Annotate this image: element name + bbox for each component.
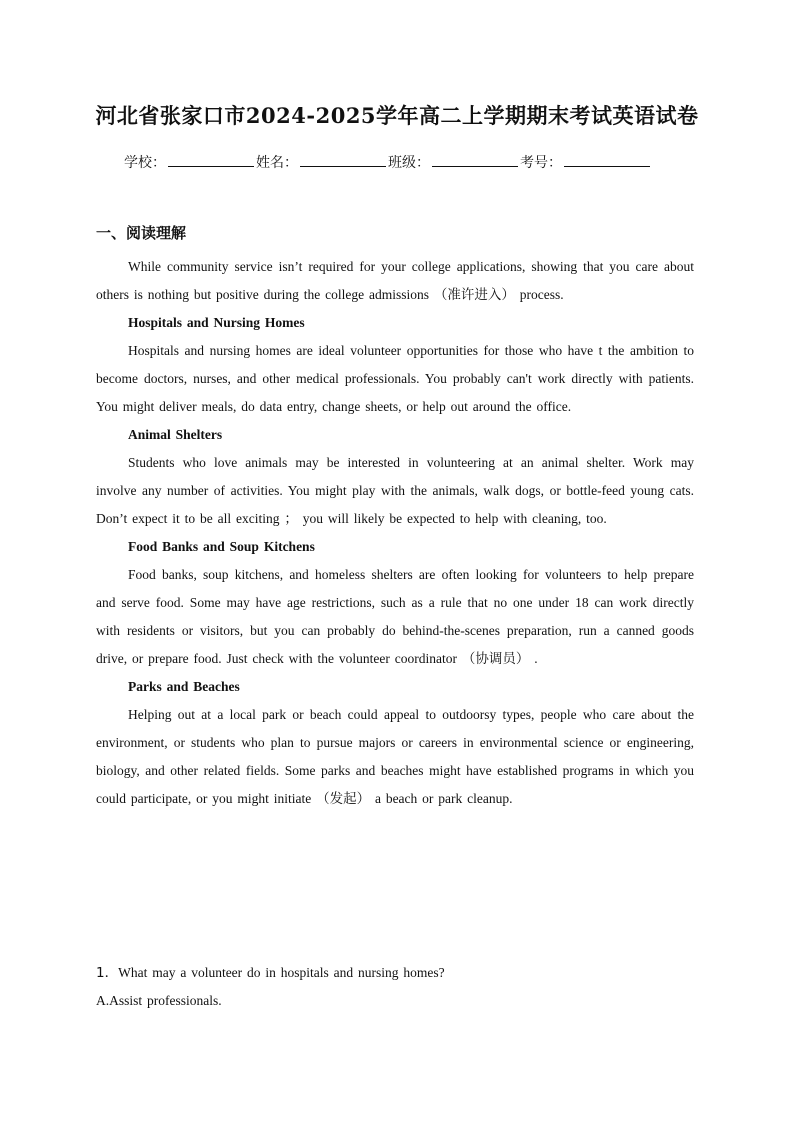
intro-paragraph <box>96 253 694 309</box>
page-title: 河北省张家口市2024-2025学年高二上学期期末考试英语试卷 <box>95 103 699 128</box>
school-blank[interactable] <box>168 152 254 167</box>
food-banks-text: Food banks, soup kitchens, and homeless shelters are often looking for volunteers to help prepare and serve food. Some may have age restrictions, such as a rule that no one under 18 can work directly with residents or visitors, but you can probably do behind-the-scenes preparation, run a canned goods drive, or prepare food. Just check with the volunteer coordinator <box>96 567 694 666</box>
exam-number-blank[interactable] <box>564 152 650 167</box>
parks-text: Helping out at a local park or beach could appeal to outdoorsy types, people who care about the environment, or students who plan to pursue majors or careers in environmental science or engineering, biology, and other related fields. Some parks and beaches might have established programs in which you could participate, or you might initiate <box>96 707 694 806</box>
school-field <box>124 152 256 172</box>
class-blank[interactable] <box>432 152 518 167</box>
intro-text: While community service isn’t required for your college applications, showing that you care about others is nothing but positive during the college admissions <box>96 259 694 302</box>
section-heading-hospitals: Hospitals and Nursing Homes <box>128 315 305 330</box>
section-heading-food-banks: Food Banks and Soup Kitchens <box>128 539 315 554</box>
section-title: 一、阅读理解 <box>96 224 187 242</box>
food-banks-gloss: （协调员） <box>461 651 530 667</box>
intro-text-end: process. <box>514 287 564 302</box>
name-label: 姓名： <box>256 155 298 171</box>
name-blank[interactable] <box>300 152 386 167</box>
section-heading-parks: Parks and Beaches <box>128 679 240 694</box>
section-text-parks <box>96 701 694 813</box>
question-text: What may a volunteer do in hospitals and nursing homes? <box>118 965 445 980</box>
section-heading-animal-shelters: Animal Shelters <box>128 427 223 442</box>
intro-gloss: （准许进入） <box>433 287 515 303</box>
question-block <box>96 959 694 1015</box>
class-field <box>388 152 520 172</box>
option-a[interactable]: A.Assist professionals. <box>96 993 222 1008</box>
section-text-hospitals: Hospitals and nursing homes are ideal volunteer opportunities for those who have t the ambition to become doctors, nurses, and other medical professionals. You probably can't work directly with patients. You might deliver meals, do data entry, change sheets, or help out around the office. <box>96 343 694 414</box>
exam-number-field <box>520 152 652 172</box>
school-label: 学校： <box>124 155 166 171</box>
parks-text-end: a beach or park cleanup. <box>370 791 513 806</box>
reading-passage <box>96 253 694 813</box>
class-label: 班级： <box>388 155 430 171</box>
question-1 <box>96 959 694 987</box>
exam-number-label: 考号： <box>520 155 562 171</box>
section-text-food-banks <box>96 561 694 673</box>
student-info-line <box>124 152 652 172</box>
name-field <box>256 152 388 172</box>
parks-gloss: （发起） <box>316 791 371 807</box>
food-banks-text-end: . <box>529 651 538 666</box>
question-number: 1． <box>96 965 119 981</box>
section-text-animal-shelters: Students who love animals may be interested in volunteering at an animal shelter. Work may involve any number of activities. You might play with the animals, walk dogs, or bottle-feed young cats. Don’t expect it to be all exciting ； you will likely be expected to help with cleaning, too. <box>96 455 694 526</box>
